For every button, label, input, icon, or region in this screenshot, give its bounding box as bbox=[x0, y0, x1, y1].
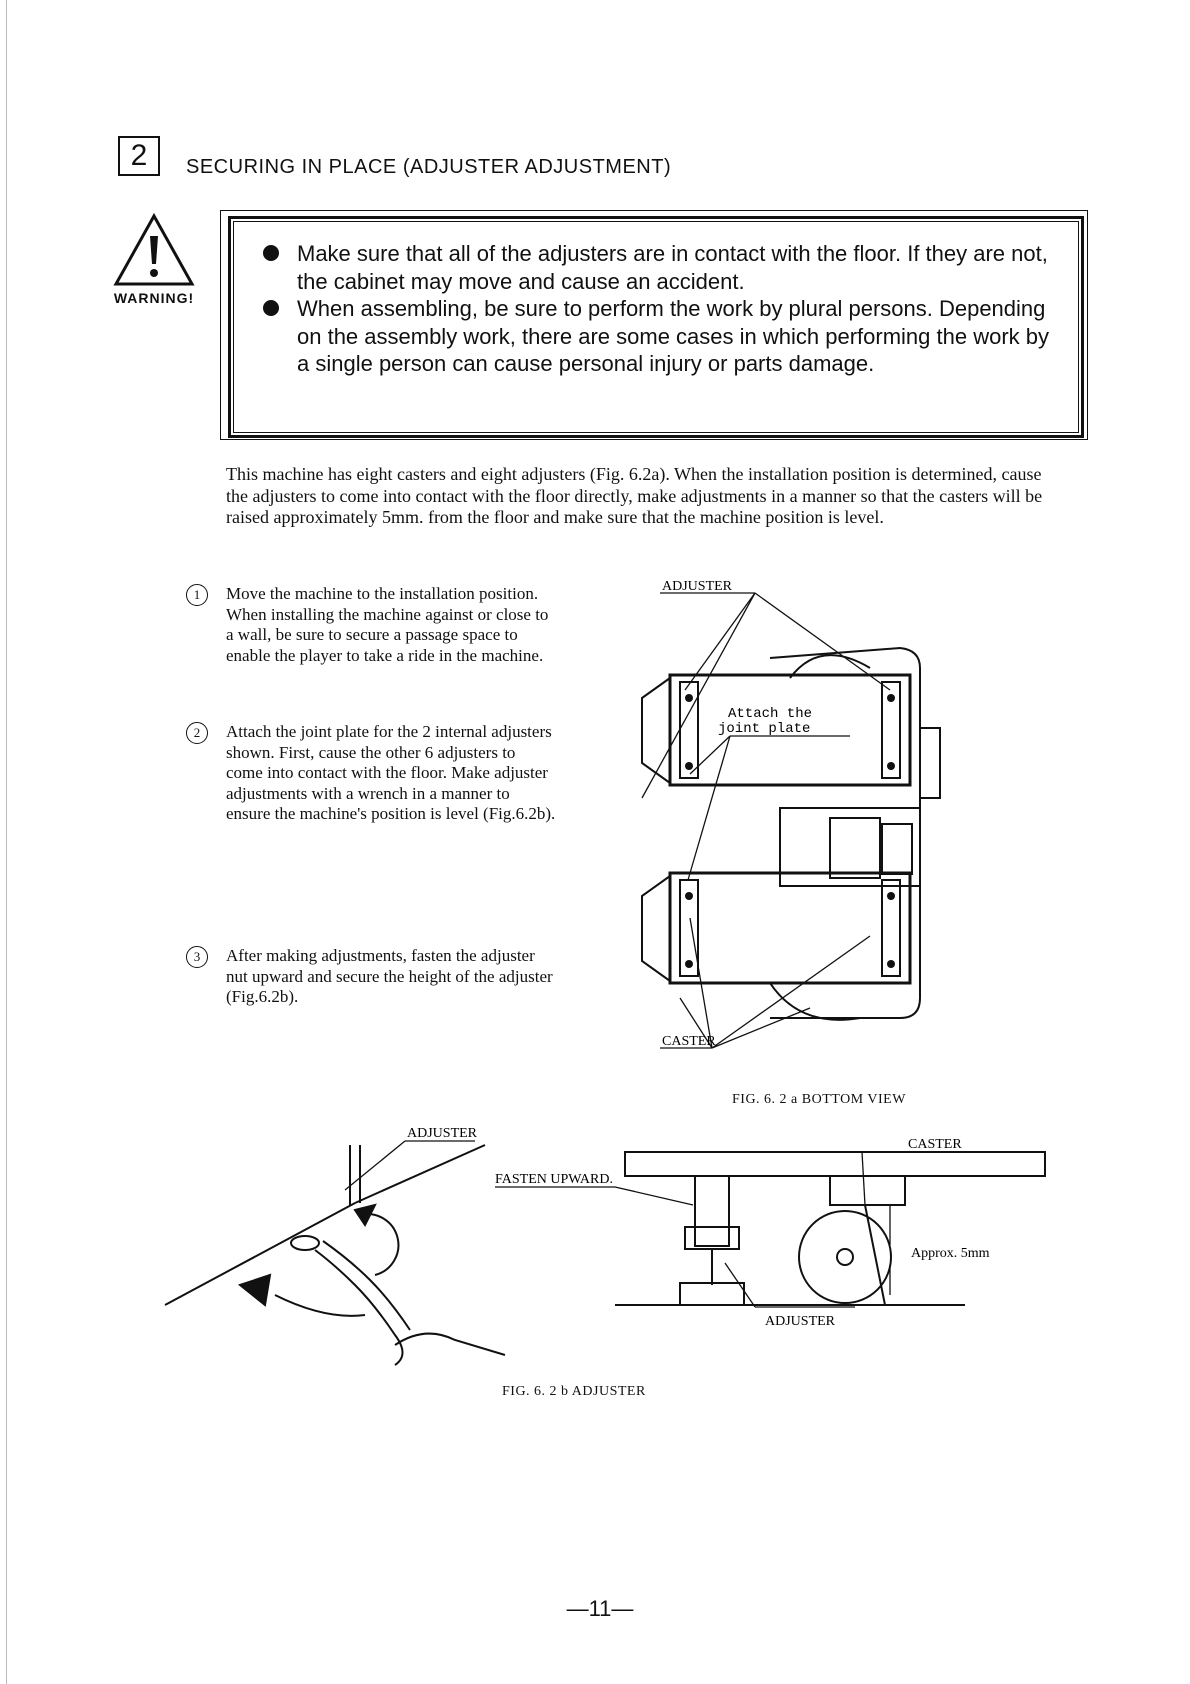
warning-item: When assembling, be sure to perform the work by plural persons. Depending on the assembly work, there are some cases in which performing the work by a single person can cause personal injury or parts damage. bbox=[255, 295, 1055, 378]
fig-a-caster-label: CASTER bbox=[662, 1034, 716, 1049]
fig-a-adjuster-label: ADJUSTER bbox=[662, 579, 733, 594]
fig-a-caption: FIG. 6. 2 a BOTTOM VIEW bbox=[732, 1092, 906, 1107]
warning-list bbox=[255, 240, 1055, 378]
fig-a-joint-label-line1: Attach the bbox=[728, 706, 813, 722]
step-text: After making adjustments, fasten the adjuster nut upward and secure the height of the adjuster (Fig.6.2b). bbox=[226, 946, 553, 1006]
intro-paragraph: This machine has eight casters and eight adjusters (Fig. 6.2a). When the installation position is determined, cause the adjusters to come into contact with the floor directly, make adjustments in a manner so that the casters will be raised approximately 5mm. from the floor and make sure that the machine position is level. bbox=[226, 464, 1043, 527]
warning-label: WARNING! bbox=[113, 290, 195, 306]
figure-6-2b-adjuster bbox=[165, 1126, 1090, 1395]
fig-b-caption: FIG. 6. 2 b ADJUSTER bbox=[502, 1384, 646, 1399]
step-text: Attach the joint plate for the 2 internal adjusters shown. First, cause the other 6 adjusters to come into contact with the floor. Make adjuster adjustments with a wrench in a manner to ensure the machine's position is level (Fig.6.2b). bbox=[226, 722, 556, 823]
section-number: 2 bbox=[118, 136, 160, 176]
page-number: —11— bbox=[566, 1596, 634, 1621]
fig-b-adjuster-label-right: ADJUSTER bbox=[765, 1314, 836, 1329]
page-margin-line bbox=[6, 0, 7, 1684]
fig-b-caster-label: CASTER bbox=[908, 1137, 962, 1152]
step-3 bbox=[186, 946, 556, 1008]
fig-b-fasten-label: FASTEN UPWARD. bbox=[495, 1172, 613, 1187]
warning-item: Make sure that all of the adjusters are in contact with the floor. If they are not, the cabinet may move and cause an accident. bbox=[255, 240, 1055, 295]
step-text: Move the machine to the installation position. When installing the machine against or close to a wall, be sure to secure a passage space to enable the player to take a ride in the machine. bbox=[226, 584, 549, 665]
bullet-icon bbox=[263, 300, 279, 316]
fig-a-joint-label-line2: joint plate bbox=[718, 721, 811, 737]
step-1 bbox=[186, 584, 556, 666]
bullet-icon bbox=[263, 245, 279, 261]
step-2 bbox=[186, 722, 556, 825]
warning-triangle-icon bbox=[112, 212, 196, 288]
fig-b-approx-label: Approx. 5mm bbox=[911, 1246, 990, 1261]
section-title: SECURING IN PLACE (ADJUSTER ADJUSTMENT) bbox=[186, 156, 672, 178]
step-number: 3 bbox=[186, 946, 208, 968]
step-number: 1 bbox=[186, 584, 208, 606]
figure-6-2a-bottom-view bbox=[620, 578, 1020, 1068]
step-number: 2 bbox=[186, 722, 208, 744]
fig-b-adjuster-label-left: ADJUSTER bbox=[407, 1126, 478, 1141]
